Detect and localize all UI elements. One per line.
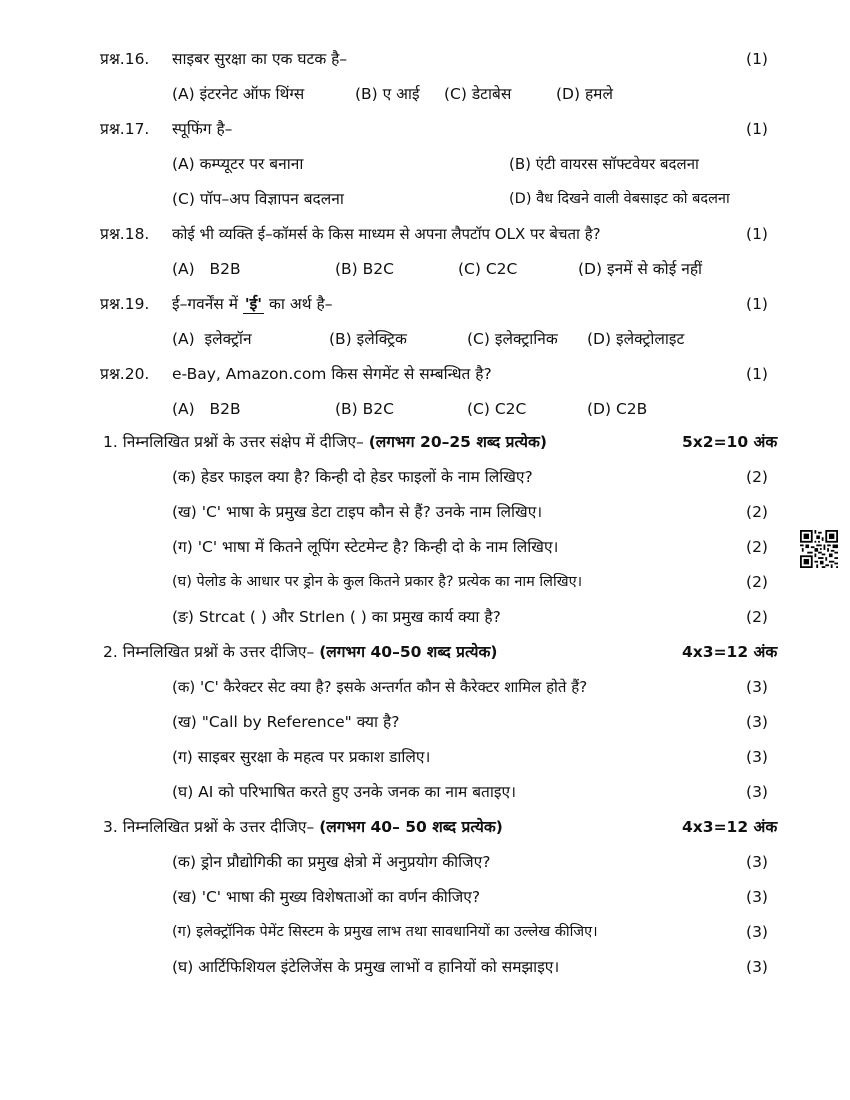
section-heading <box>103 817 503 837</box>
sub-question: (क) ड्रोन प्रौद्योगिकी का प्रमुख क्षेत्रो में अनुप्रयोग कीजिए? <box>172 853 491 871</box>
sub-question: (ख) 'C' भाषा के प्रमुख डेटा टाइप कौन से हैं? उनके नाम लिखिए। <box>172 503 543 521</box>
option: (B) B2C <box>335 260 394 278</box>
option: (C) C2C <box>458 260 518 278</box>
sub-question-marks: (3) <box>746 783 768 801</box>
question-number: प्रश्न.16. <box>100 50 150 68</box>
option: (B) इलेक्ट्रिक <box>329 330 407 348</box>
question-text: साइबर सुरक्षा का एक घटक है– <box>172 50 348 68</box>
qr-code-icon <box>800 530 838 568</box>
question-text-after: का अर्थ है– <box>268 295 333 313</box>
section-title: 1. निम्नलिखित प्रश्नों के उत्तर संक्षेप में दीजिए– <box>103 433 364 451</box>
option: (B) ए आई <box>355 85 420 103</box>
question-text: e-Bay, Amazon.com किस सेगमेंट से सम्बन्धित है? <box>172 365 492 383</box>
sub-question: (ग) इलेक्ट्रॉनिक पेमेंट सिस्टम के प्रमुख लाभ तथा सावधानियों का उल्लेख कीजिए। <box>172 924 598 940</box>
sub-question: (ख) 'C' भाषा की मुख्य विशेषताओं का वर्णन कीजिए? <box>172 888 481 906</box>
sub-question-marks: (3) <box>746 713 768 731</box>
question-text <box>172 294 332 314</box>
sub-question-marks: (2) <box>746 538 768 556</box>
sub-question-marks: (2) <box>746 573 768 591</box>
sub-question-marks: (2) <box>746 503 768 521</box>
option: (D) इनमें से कोई नहीं <box>578 260 703 278</box>
option: (D) इलेक्ट्रोलाइट <box>587 330 685 348</box>
sub-question-marks: (3) <box>746 678 768 696</box>
question-text: कोई भी व्यक्ति ई–कॉमर्स के किस माध्यम से अपना लैपटॉप OLX पर बेचता है? <box>172 225 601 243</box>
sub-question-marks: (2) <box>746 608 768 626</box>
sub-question: (घ) AI को परिभाषित करते हुए उनके जनक का नाम बताइए। <box>172 783 516 801</box>
sub-question: (घ) आर्टिफिशियल इंटेलिजेंस के प्रमुख लाभों व हानियों को समझाइए। <box>172 958 560 976</box>
question-marks: (1) <box>746 50 768 68</box>
question-marks: (1) <box>746 365 768 383</box>
section-total-marks: 4x3=12 अंक <box>682 643 778 661</box>
option: (D) C2B <box>587 400 648 418</box>
sub-question: (ग) 'C' भाषा में कितने लूपिंग स्टेटमेन्ट है? किन्ही दो के नाम लिखिए। <box>172 538 559 556</box>
question-number: प्रश्न.20. <box>100 365 150 383</box>
question-number: प्रश्न.17. <box>100 120 150 138</box>
option: (C) डेटाबेस <box>444 85 512 103</box>
option: (A) इंटरनेट ऑफ थिंग्स <box>172 85 305 103</box>
option: (A) B2B <box>172 400 241 418</box>
question-text-before: ई–गवर्नेंस में <box>172 295 238 313</box>
sub-question: (घ) पेलोड के आधार पर ड्रोन के कुल कितने प्रकार है? प्रत्येक का नाम लिखिए। <box>172 574 583 590</box>
option: (C) इलेक्ट्रानिक <box>467 330 558 348</box>
option: (A) इलेक्ट्रॉन <box>172 330 252 348</box>
section-heading <box>103 642 497 662</box>
sub-question: (ङ) Strcat ( ) और Strlen ( ) का प्रमुख कार्य क्या है? <box>172 608 501 626</box>
section-word-limit: (लगभग 40–50 शब्द प्रत्येक) <box>319 643 498 661</box>
section-heading <box>103 432 547 452</box>
question-text-emphasis: 'ई' <box>244 295 263 313</box>
section-total-marks: 4x3=12 अंक <box>682 818 778 836</box>
sub-question: (क) हेडर फाइल क्या है? किन्ही दो हेडर फाइलों के नाम लिखिए? <box>172 468 533 486</box>
question-text: स्पूफिंग है– <box>172 120 233 138</box>
sub-question-marks: (3) <box>746 923 768 941</box>
option: (A) कम्प्यूटर पर बनाना <box>172 155 304 173</box>
question-marks: (1) <box>746 295 768 313</box>
question-marks: (1) <box>746 120 768 138</box>
option: (D) वैध दिखने वाली वेबसाइट को बदलना <box>509 191 730 207</box>
question-marks: (1) <box>746 225 768 243</box>
sub-question-marks: (3) <box>746 958 768 976</box>
option: (B) एंटी वायरस सॉफ्टवेयर बदलना <box>509 155 699 173</box>
sub-question: (ग) साइबर सुरक्षा के महत्व पर प्रकाश डालिए। <box>172 748 431 766</box>
sub-question: (क) 'C' कैरेक्टर सेट क्या है? इसके अन्तर्गत कौन से कैरेक्टर शामिल होते हैं? <box>172 678 588 696</box>
sub-question-marks: (3) <box>746 748 768 766</box>
question-number: प्रश्न.18. <box>100 225 150 243</box>
sub-question-marks: (3) <box>746 853 768 871</box>
section-word-limit: (लगभग 20–25 शब्द प्रत्येक) <box>368 433 547 451</box>
option: (B) B2C <box>335 400 394 418</box>
option: (D) हमले <box>556 85 613 103</box>
option: (C) पॉप–अप विज्ञापन बदलना <box>172 190 344 208</box>
option: (A) B2B <box>172 260 241 278</box>
question-number: प्रश्न.19. <box>100 295 150 313</box>
section-word-limit: (लगभग 40– 50 शब्द प्रत्येक) <box>319 818 503 836</box>
section-title: 2. निम्नलिखित प्रश्नों के उत्तर दीजिए– <box>103 643 315 661</box>
sub-question: (ख) "Call by Reference" क्या है? <box>172 713 400 731</box>
section-total-marks: 5x2=10 अंक <box>682 433 778 451</box>
sub-question-marks: (2) <box>746 468 768 486</box>
section-title: 3. निम्नलिखित प्रश्नों के उत्तर दीजिए– <box>103 818 315 836</box>
sub-question-marks: (3) <box>746 888 768 906</box>
option: (C) C2C <box>467 400 527 418</box>
